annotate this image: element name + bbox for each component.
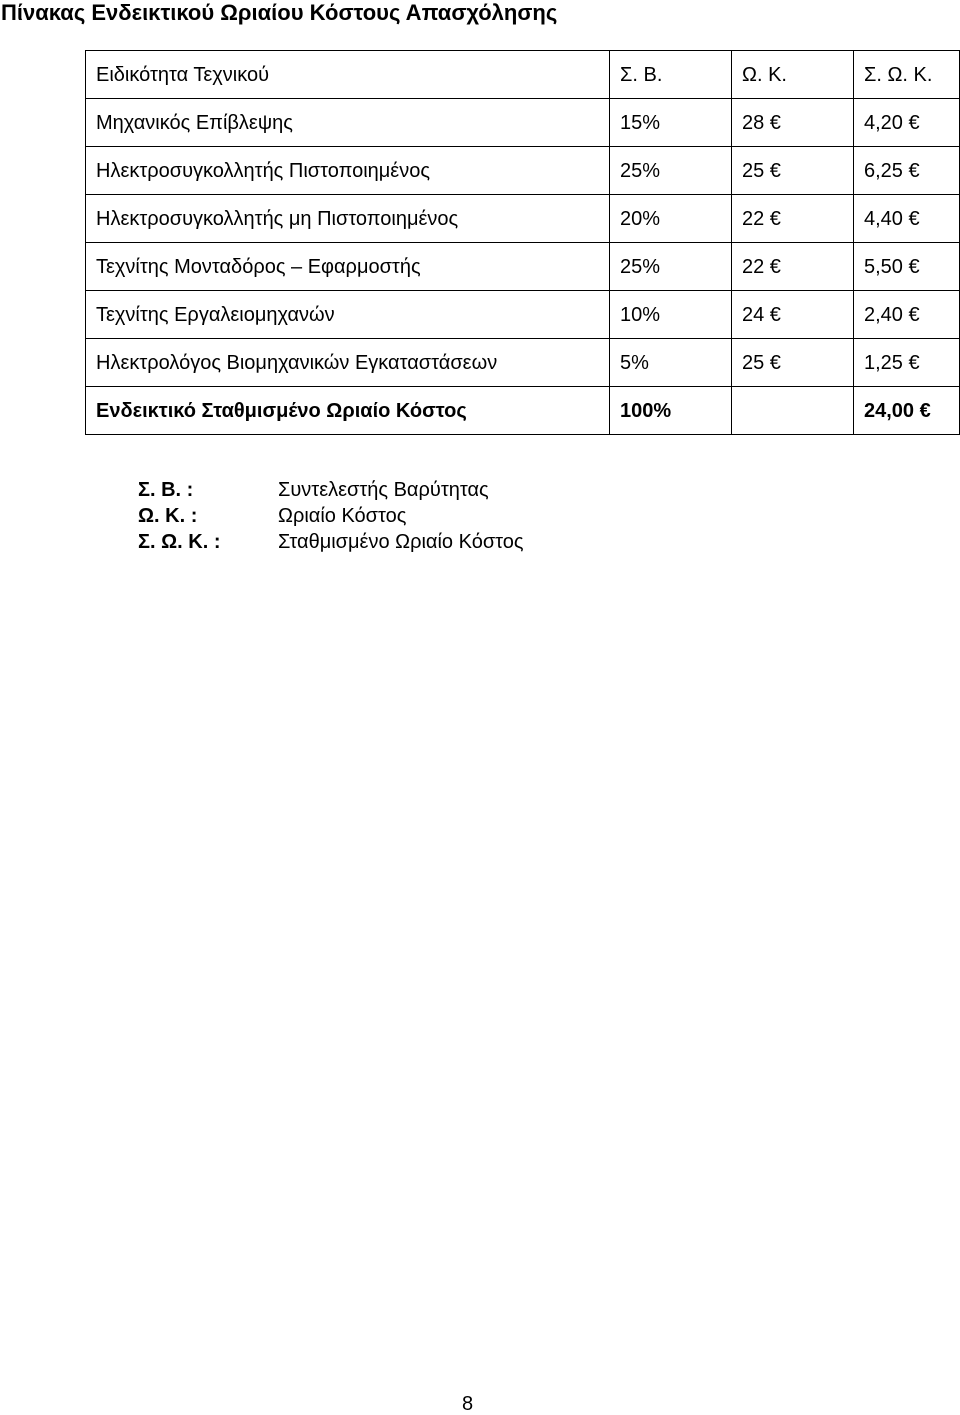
- page-number: 8: [461, 1393, 474, 1415]
- legend-description: Συντελεστής Βαρύτητας: [278, 479, 489, 501]
- cell-weighted-cost: 1,25 €: [854, 339, 960, 387]
- legend-item: [138, 477, 524, 503]
- legend-abbreviation: Σ. Ω. Κ. :: [138, 531, 221, 553]
- table-row: [86, 147, 960, 195]
- legend-description: Σταθμισμένο Ωριαίο Κόστος: [278, 531, 524, 553]
- cell-hourly-cost: 22 €: [732, 243, 854, 291]
- header-weighted-cost: Σ. Ω. Κ.: [854, 51, 960, 99]
- cell-weight: 15%: [610, 99, 732, 147]
- total-weight: 100%: [610, 387, 732, 435]
- total-label: Ενδεικτικό Σταθμισμένο Ωριαίο Κόστος: [86, 387, 610, 435]
- legend-abbreviation: Ω. Κ. :: [138, 505, 198, 527]
- page-title: Πίνακας Ενδεικτικού Ωριαίου Κόστους Απασχόλησης: [1, 0, 558, 25]
- table-total-row: [86, 387, 960, 435]
- cell-weight: 10%: [610, 291, 732, 339]
- cell-weight: 25%: [610, 243, 732, 291]
- cell-weight: 25%: [610, 147, 732, 195]
- cell-specialty: Τεχνίτης Εργαλειομηχανών: [86, 291, 610, 339]
- cell-weighted-cost: 4,40 €: [854, 195, 960, 243]
- legend-item: [138, 529, 524, 555]
- cell-weight: 5%: [610, 339, 732, 387]
- abbreviation-legend: [138, 477, 524, 555]
- table-row: [86, 99, 960, 147]
- cell-specialty: Ηλεκτροσυγκολλητής Πιστοποιημένος: [86, 147, 610, 195]
- cell-weighted-cost: 5,50 €: [854, 243, 960, 291]
- table-row: [86, 195, 960, 243]
- cell-hourly-cost: 22 €: [732, 195, 854, 243]
- header-weight: Σ. Β.: [610, 51, 732, 99]
- cell-weighted-cost: 2,40 €: [854, 291, 960, 339]
- cell-weight: 20%: [610, 195, 732, 243]
- cell-hourly-cost: 24 €: [732, 291, 854, 339]
- header-hourly-cost: Ω. Κ.: [732, 51, 854, 99]
- legend-abbreviation: Σ. Β. :: [138, 479, 194, 501]
- cell-weighted-cost: 4,20 €: [854, 99, 960, 147]
- total-hourly-cost: [732, 387, 854, 435]
- cell-specialty: Τεχνίτης Μονταδόρος – Εφαρμοστής: [86, 243, 610, 291]
- table-row: [86, 339, 960, 387]
- cell-hourly-cost: 25 €: [732, 147, 854, 195]
- legend-description: Ωριαίο Κόστος: [278, 505, 407, 527]
- legend-item: [138, 503, 524, 529]
- cell-hourly-cost: 28 €: [732, 99, 854, 147]
- cell-specialty: Ηλεκτρολόγος Βιομηχανικών Εγκαταστάσεων: [86, 339, 610, 387]
- header-specialty: Ειδικότητα Τεχνικού: [86, 51, 610, 99]
- total-weighted-cost: 24,00 €: [854, 387, 960, 435]
- cell-weighted-cost: 6,25 €: [854, 147, 960, 195]
- cell-specialty: Ηλεκτροσυγκολλητής μη Πιστοποιημένος: [86, 195, 610, 243]
- hourly-cost-table: [85, 50, 960, 435]
- table-row: [86, 243, 960, 291]
- table-row: [86, 291, 960, 339]
- table-header-row: [86, 51, 960, 99]
- cell-specialty: Μηχανικός Επίβλεψης: [86, 99, 610, 147]
- cell-hourly-cost: 25 €: [732, 339, 854, 387]
